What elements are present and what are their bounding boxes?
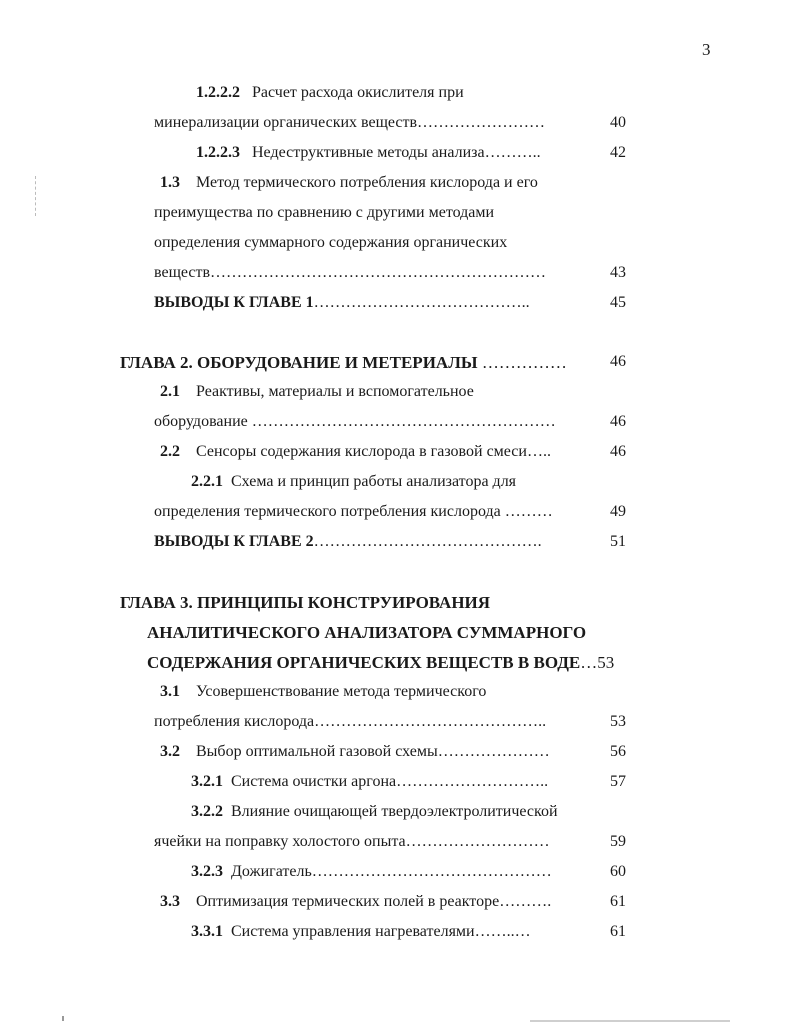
toc-page-number: 46 [610,353,626,370]
toc-entry-text: Метод термического потребления кислорода и его [196,174,538,191]
toc-entry-text: Оптимизация термических полей в реакторе………. [196,893,552,910]
toc-summary-entry[interactable] [154,533,542,551]
toc-entry-continuation: определения термического потребления кислорода ……… [154,503,553,520]
toc-page-number: 59 [610,833,626,850]
toc-entry[interactable] [191,473,516,491]
toc-page-number: 53 [610,713,626,730]
toc-page-number: 42 [610,144,626,161]
toc-entry-number: 3.2 [160,743,180,760]
toc-entry-continuation: минерализации органических веществ…………………… [154,114,546,131]
toc-entry-number: 1.2.2.2 [196,84,240,101]
toc-entry[interactable] [196,144,541,162]
page-number: 3 [702,40,711,59]
toc-entry-number: 2.2.1 [191,473,223,490]
toc-entry[interactable] [191,803,558,821]
toc-leader-dots: … [580,653,598,672]
toc-entry-number: 2.1 [160,383,180,400]
toc-entry-continuation: оборудование ………………………………………………… [154,413,556,430]
toc-entry[interactable] [191,773,548,791]
toc-entry-number: 3.2.2 [191,803,223,820]
toc-entry-text: Недеструктивные методы анализа……….. [252,144,541,161]
toc-entry[interactable] [191,863,552,881]
toc-chapter-title: ГЛАВА 2. ОБОРУДОВАНИЕ И МЕТЕРИАЛЫ [120,353,478,372]
toc-entry[interactable] [160,743,550,761]
toc-chapter-title: СОДЕРЖАНИЯ ОРГАНИЧЕСКИХ ВЕЩЕСТВ В ВОДЕ [147,653,581,672]
toc-entry-text: Система управления нагревателями……..… [231,923,531,940]
toc-entry-continuation: веществ……………………………………………………… [154,264,547,281]
toc-entry-number: 3.3 [160,893,180,910]
toc-leader-dots: …………… [477,353,567,372]
toc-entry-continuation: определения суммарного содержания органических [154,234,508,251]
scan-speck [62,1016,64,1021]
toc-entry-continuation: ячейки на поправку холостого опыта……………………… [154,833,550,850]
toc-leader-dots: ………………………………….. [313,294,530,311]
toc-page-number: 45 [610,294,626,311]
toc-summary-entry[interactable] [154,294,530,312]
toc-entry-number: 3.2.1 [191,773,223,790]
toc-entry[interactable] [160,893,551,911]
toc-entry-continuation: преимущества по сравнению с другими методами [154,204,495,221]
toc-entry-continuation: потребления кислорода…………………………………….. [154,713,547,730]
toc-entry-text: Выбор оптимальной газовой схемы………………… [196,743,550,760]
margin-scan-mark [35,176,37,216]
toc-entry-number: 2.2 [160,443,180,460]
toc-page-number: 46 [610,443,626,460]
toc-chapter-heading-continuation [147,653,614,673]
toc-entry-number: 3.1 [160,683,180,700]
toc-entry-number: 1.3 [160,174,180,191]
toc-entry-text: Дожигатель……………………………………… [231,863,552,880]
toc-page-number: 60 [610,863,626,880]
toc-chapter-heading[interactable]: ГЛАВА 3. ПРИНЦИПЫ КОНСТРУИРОВАНИЯ [120,593,491,612]
toc-page-number: 56 [610,743,626,760]
toc-page-number: 57 [610,773,626,790]
toc-entry-text: Схема и принцип работы анализатора для [231,473,517,490]
toc-entry-text: Расчет расхода окислителя при [252,84,464,101]
toc-page-number: 49 [610,503,626,520]
toc-entry-text: ВЫВОДЫ К ГЛАВЕ 2 [154,533,314,550]
toc-entry-number: 3.3.1 [191,923,223,940]
toc-entry[interactable] [160,443,551,461]
scan-bottom-mark [530,1020,730,1022]
toc-entry-number: 1.2.2.3 [196,144,240,161]
toc-entry-text: Влияние очищающей твердоэлектролитической [231,803,558,820]
toc-entry-text: Система очистки аргона……………………….. [231,773,549,790]
toc-page-number: 61 [610,893,626,910]
toc-page-number: 61 [610,923,626,940]
toc-entry-number: 3.2.3 [191,863,223,880]
toc-page-number: 43 [610,264,626,281]
toc-entry-text: ВЫВОДЫ К ГЛАВЕ 1 [154,294,314,311]
toc-entry[interactable] [160,174,538,192]
toc-entry[interactable] [196,84,464,102]
toc-chapter-heading-continuation: АНАЛИТИЧЕСКОГО АНАЛИЗАТОРА СУММАРНОГО [147,623,587,642]
toc-entry[interactable] [160,683,486,701]
toc-entry[interactable] [160,383,474,401]
toc-entry-text: Усовершенствование метода термического [196,683,487,700]
toc-page-number: 53 [597,653,615,672]
toc-page-number: 51 [610,533,626,550]
toc-page-number: 46 [610,413,626,430]
toc-page-number: 40 [610,114,626,131]
toc-chapter-heading[interactable] [120,353,567,373]
toc-leader-dots: ……………………………………. [313,533,542,550]
toc-entry-text: Реактивы, материалы и вспомогательное [196,383,474,400]
toc-entry[interactable] [191,923,531,941]
toc-entry-text: Сенсоры содержания кислорода в газовой смеси….. [196,443,551,460]
